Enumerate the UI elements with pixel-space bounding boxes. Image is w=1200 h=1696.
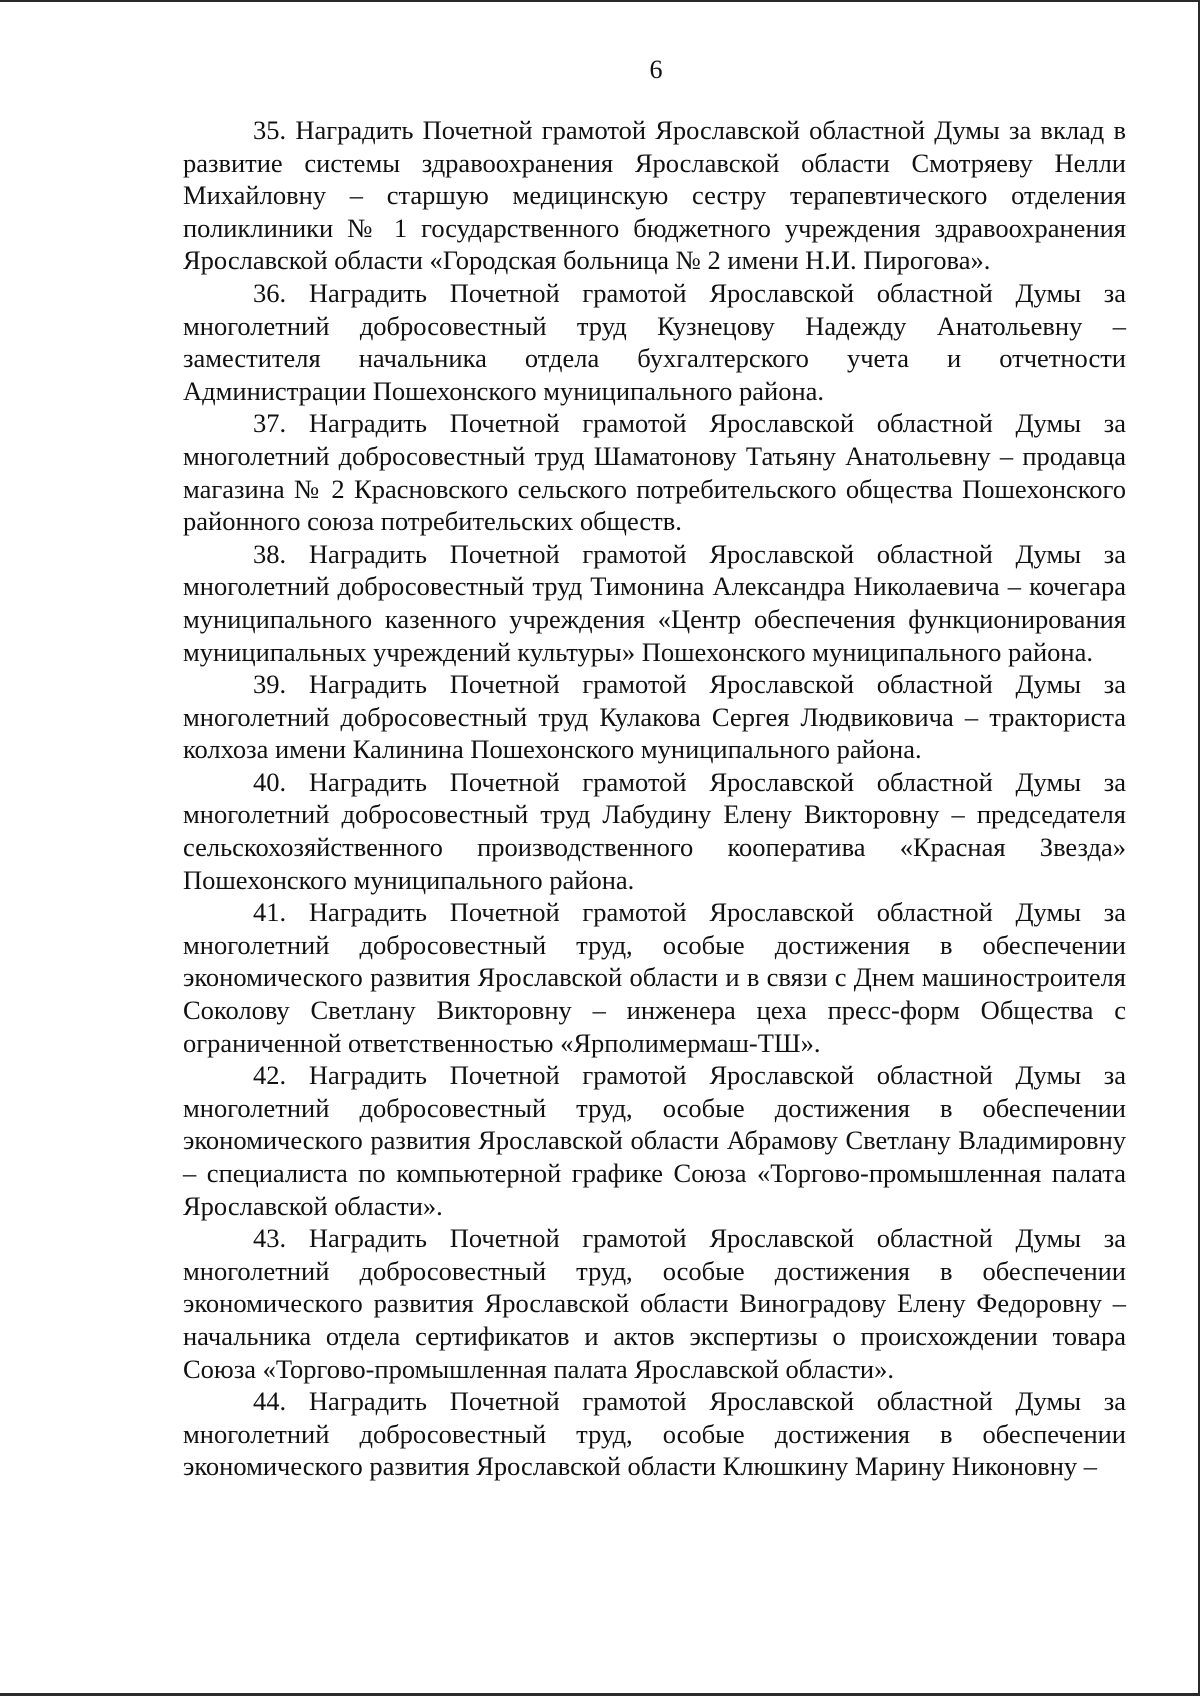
- paragraph-35: 35. Наградить Почетной грамотой Ярославской областной Думы за вклад в развитие системы здравоохранения Ярославской области Смотряеву Нелли Михайловну – старшую медицинскую сестру терапевтического отделения поликлиники № 1 государственного бюджетного учреждения здравоохранения Ярославской области «Городская больница № 2 имени Н.И. Пирогова».: [183, 115, 1126, 276]
- page-number: 6: [649, 55, 663, 84]
- paragraph-43: 43. Наградить Почетной грамотой Ярославской областной Думы за многолетний добросовестный труд, особые достижения в обеспечении экономического развития Ярославской области Виноградову Елену Федоровну – начальника отдела сертификатов и актов экспертизы о происхождении товара Союза «Торгово-промышленная палата Ярославской области».: [183, 1223, 1126, 1384]
- paragraph-39: 39. Наградить Почетной грамотой Ярославской областной Думы за многолетний добросовестный труд Кулакова Сергея Людвиковича – тракториста колхоза имени Калинина Пошехонского муниципального района.: [183, 669, 1126, 765]
- scan-edge-top: [0, 0, 1200, 2]
- paragraph-41: 41. Наградить Почетной грамотой Ярославской областной Думы за многолетний добросовестный труд, особые достижения в обеспечении экономического развития Ярославской области и в связи с Днем машиностроителя Соколову Светлану Викторовну – инженера цеха пресс-форм Общества с ограниченной ответственностью «Ярполимермаш-ТШ».: [183, 897, 1126, 1058]
- document-body: [183, 114, 1126, 1483]
- paragraph-44: 44. Наградить Почетной грамотой Ярославской областной Думы за многолетний добросовестный труд, особые достижения в обеспечении экономического развития Ярославской области Клюшкину Марину Никоновну –: [183, 1386, 1126, 1482]
- paragraph-40: 40. Наградить Почетной грамотой Ярославской областной Думы за многолетний добросовестный труд Лабудину Елену Викторовну – председателя сельскохозяйственного производственного кооператива «Красная Звезда» Пошехонского муниципального района.: [183, 766, 1126, 895]
- paragraph-37: 37. Наградить Почетной грамотой Ярославской областной Думы за многолетний добросовестный труд Шаматонову Татьяну Анатольевну – продавца магазина № 2 Красновского сельского потребительского общества Пошехонского районного союза потребительских обществ.: [183, 408, 1126, 537]
- paragraph-42: 42. Наградить Почетной грамотой Ярославской областной Думы за многолетний добросовестный труд, особые достижения в обеспечении экономического развития Ярославской области Абрамову Светлану Владимировну – специалиста по компьютерной графике Союза «Торгово-промышленная палата Ярославской области».: [183, 1060, 1126, 1221]
- paragraph-36: 36. Наградить Почетной грамотой Ярославской областной Думы за многолетний добросовестный труд Кузнецову Надежду Анатольевну – заместителя начальника отдела бухгалтерского учета и отчетности Администрации Пошехонского муниципального района.: [183, 277, 1126, 406]
- paragraph-38: 38. Наградить Почетной грамотой Ярославской областной Думы за многолетний добросовестный труд Тимонина Александра Николаевича – кочегара муниципального казенного учреждения «Центр обеспечения функционирования муниципальных учреждений культуры» Пошехонского муниципального района.: [183, 538, 1126, 667]
